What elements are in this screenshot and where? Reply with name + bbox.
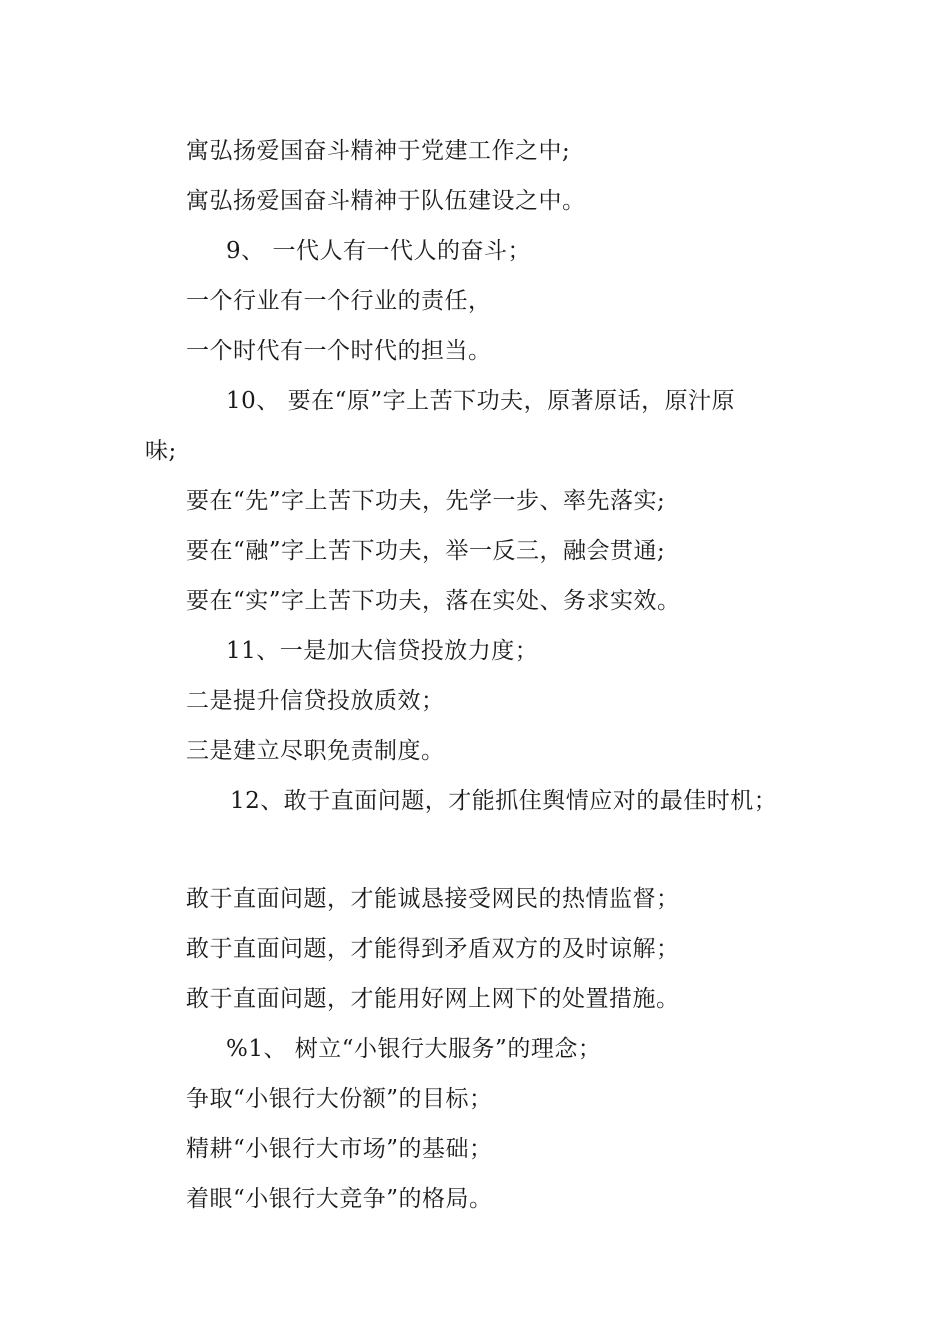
text-line: %1、 树立“小银行大服务”的理念；: [226, 1036, 602, 1062]
text-line: 10、 要在“原”字上苦下功夫，原著原话，原汁原: [226, 388, 736, 414]
text-line: 要在“先”字上苦下功夫，先学一步、率先落实;: [186, 488, 666, 514]
text-line: 味;: [145, 438, 177, 464]
text-line: 12、敢于直面问题，才能抓住舆情应对的最佳时机；: [230, 788, 778, 814]
text-line: 争取“小银行大份额”的目标；: [186, 1086, 493, 1112]
text-line: 寓弘扬爱国奋斗精神于党建工作之中;: [186, 138, 571, 164]
text-line: 寓弘扬爱国奋斗精神于队伍建设之中。: [186, 188, 586, 214]
text-line: 要在“实”字上苦下功夫，落在实处、务求实效。: [186, 588, 681, 614]
text-line: 敢于直面问题，才能诚恳接受网民的热情监督；: [186, 886, 680, 912]
text-line: 9、 一代人有一代人的奋斗；: [226, 238, 531, 264]
text-line: 要在“融”字上苦下功夫，举一反三，融会贯通;: [186, 538, 666, 564]
text-line: 一个时代有一个时代的担当。: [186, 338, 492, 364]
text-line: 11、一是加大信贷投放力度；: [226, 638, 539, 664]
text-line: 一个行业有一个行业的责任，: [186, 288, 492, 314]
text-line: 二是提升信贷投放质效；: [186, 688, 445, 714]
text-line: 精耕“小银行大市场”的基础；: [186, 1136, 493, 1162]
text-line: 着眼“小银行大竞争”的格局。: [186, 1186, 493, 1212]
text-line: 敢于直面问题，才能用好网上网下的处置措施。: [186, 986, 680, 1012]
text-line: 敢于直面问题，才能得到矛盾双方的及时谅解；: [186, 936, 680, 962]
text-line: 三是建立尽职免责制度。: [186, 738, 445, 764]
